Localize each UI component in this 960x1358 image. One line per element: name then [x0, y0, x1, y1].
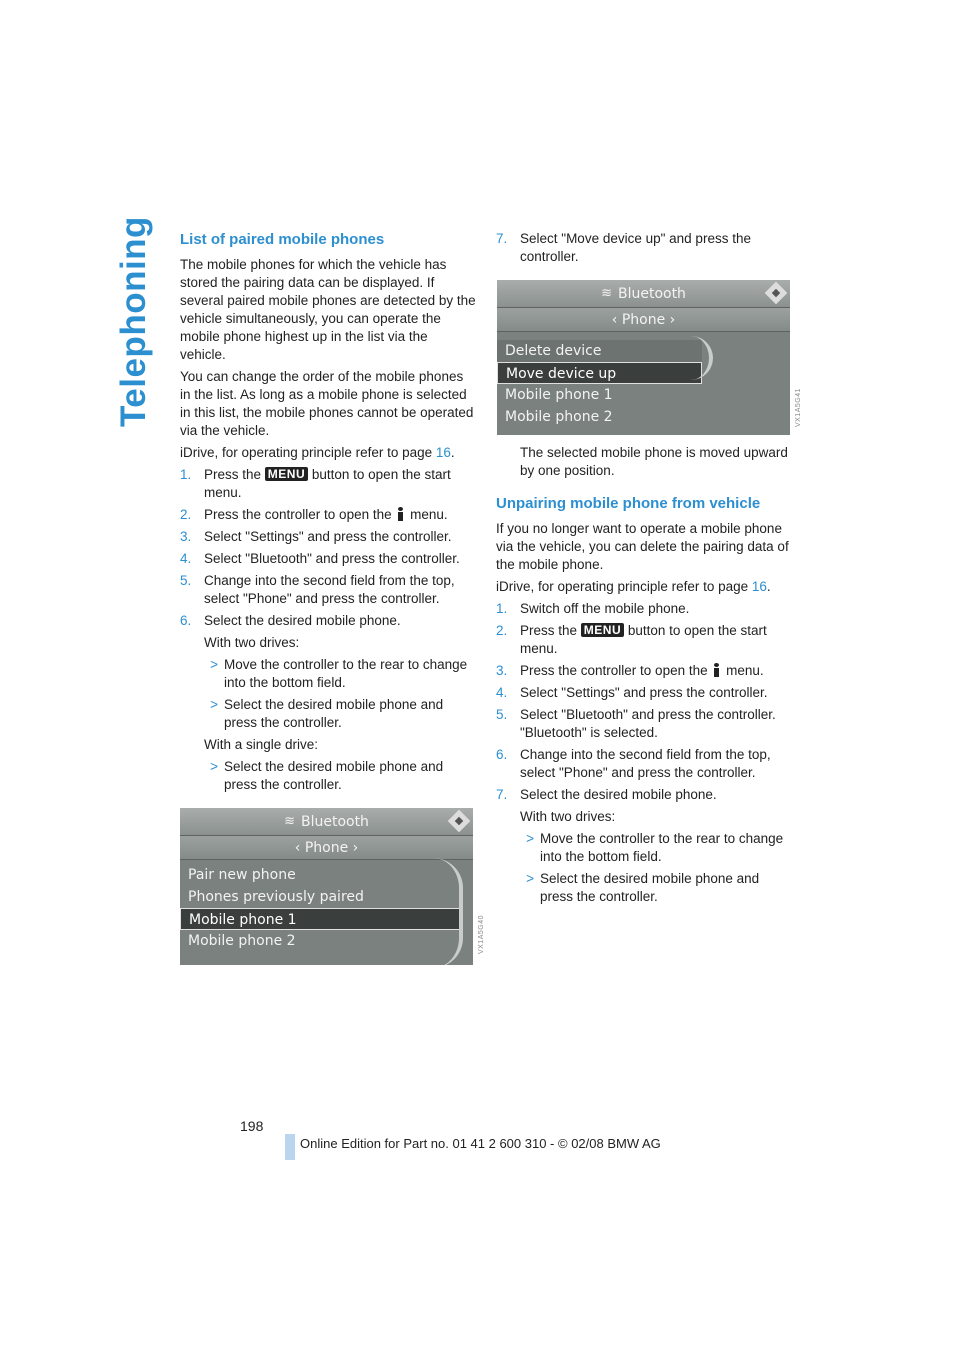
scroll-arc	[433, 858, 463, 965]
screen-header: ≋ Bluetooth	[497, 280, 790, 308]
page-number: 198	[240, 1118, 264, 1134]
idrive-reference: iDrive, for operating principle refer to page 16.	[496, 579, 771, 594]
info-menu-icon	[397, 507, 404, 521]
step: 6. Change into the second field from the top, select "Phone" and press the controller.	[496, 747, 771, 780]
menu-item[interactable]: Mobile phone 1	[505, 387, 613, 403]
section-heading: Unpairing mobile phone from vehicle	[496, 495, 761, 512]
step: 1. Press the MENU button to open the start menu.	[180, 467, 451, 500]
menu-item[interactable]: Mobile phone 2	[505, 409, 613, 425]
screen-header: ≋ Bluetooth	[180, 808, 473, 836]
two-drives-label: With two drives:	[520, 809, 616, 824]
bluetooth-icon: ≋	[601, 286, 612, 301]
sub-step: > Select the desired mobile phone and press the controller.	[210, 697, 444, 730]
right-column	[496, 230, 792, 270]
image-code: VX1A5G41	[795, 388, 802, 428]
menu-button-icon: MENU	[265, 467, 308, 481]
page-link[interactable]: 16	[435, 445, 451, 460]
step: 7. Select "Move device up" and press the controller.	[496, 231, 751, 264]
step: 4. Select "Bluetooth" and press the controller.	[180, 551, 460, 566]
menu-button-icon: MENU	[581, 623, 624, 637]
sub-step: > Move the controller to the rear to change into the bottom field.	[210, 657, 468, 690]
controller-icon	[765, 282, 788, 305]
idrive-screen-phone-list	[180, 808, 473, 965]
step: 3. Select "Settings" and press the controller.	[180, 529, 452, 544]
page-link[interactable]: 16	[751, 579, 767, 594]
footer-edition: Online Edition for Part no. 01 41 2 600 310 - © 02/08 BMW AG	[300, 1136, 661, 1151]
step: 4. Select "Settings" and press the controller.	[496, 685, 768, 700]
right-column-continued	[496, 444, 792, 910]
result-text: The selected mobile phone is moved upward by one position.	[520, 445, 788, 478]
step: 5. Select "Bluetooth" and press the controller. "Bluetooth" is selected.	[496, 707, 776, 740]
sub-step: > Select the desired mobile phone and press the controller.	[526, 871, 760, 904]
step: 2. Press the controller to open the menu.	[180, 507, 448, 522]
paragraph: If you no longer want to operate a mobile phone via the vehicle, you can delete the pairing data of the mobile phone.	[496, 521, 789, 572]
step: 5. Change into the second field from the top, select "Phone" and press the controller.	[180, 573, 455, 606]
menu-item-selected[interactable]: Move device up	[497, 362, 702, 384]
paragraph: The mobile phones for which the vehicle has stored the pairing data can be displayed. If several paired mobile phones are detected by the vehicle simultaneously, you can operate the mobile phone highest up in the list via the vehicle.	[180, 257, 476, 362]
step: 2. Press the MENU button to open the start menu.	[496, 623, 767, 656]
controller-icon	[448, 810, 471, 833]
single-drive-label: With a single drive:	[204, 737, 319, 752]
two-drives-label: With two drives:	[204, 635, 300, 650]
screen-subheader: ‹ Phone ›	[180, 836, 473, 860]
idrive-reference: iDrive, for operating principle refer to page 16.	[180, 445, 455, 460]
info-menu-icon	[713, 663, 720, 677]
idrive-screen-device-options	[497, 280, 790, 435]
screen-subheader: ‹ Phone ›	[497, 308, 790, 332]
step: 7. Select the desired mobile phone.	[496, 787, 717, 802]
paragraph: You can change the order of the mobile phones in the list. As long as a mobile phone is selected in this list, the mobile phones cannot be operated via the vehicle.	[180, 369, 474, 438]
step: 6. Select the desired mobile phone.	[180, 613, 401, 628]
left-column	[180, 230, 476, 798]
step: 1. Switch off the mobile phone.	[496, 601, 690, 616]
menu-item[interactable]: Pair new phone	[188, 867, 296, 883]
image-code: VX1A5G40	[478, 915, 485, 955]
menu-item[interactable]: Phones previously paired	[188, 889, 364, 905]
menu-item[interactable]: Mobile phone 2	[188, 933, 296, 949]
footer-accent-bar	[285, 1134, 295, 1160]
step: 3. Press the controller to open the menu.	[496, 663, 764, 678]
sub-step: > Select the desired mobile phone and press the controller.	[210, 759, 444, 792]
bluetooth-icon: ≋	[284, 814, 295, 829]
chapter-title: Telephoning	[114, 216, 153, 428]
section-heading: List of paired mobile phones	[180, 231, 385, 248]
menu-item-selected[interactable]: Mobile phone 1	[180, 908, 460, 930]
menu-item[interactable]: Delete device	[497, 340, 702, 362]
sub-step: > Move the controller to the rear to change into the bottom field.	[526, 831, 784, 864]
